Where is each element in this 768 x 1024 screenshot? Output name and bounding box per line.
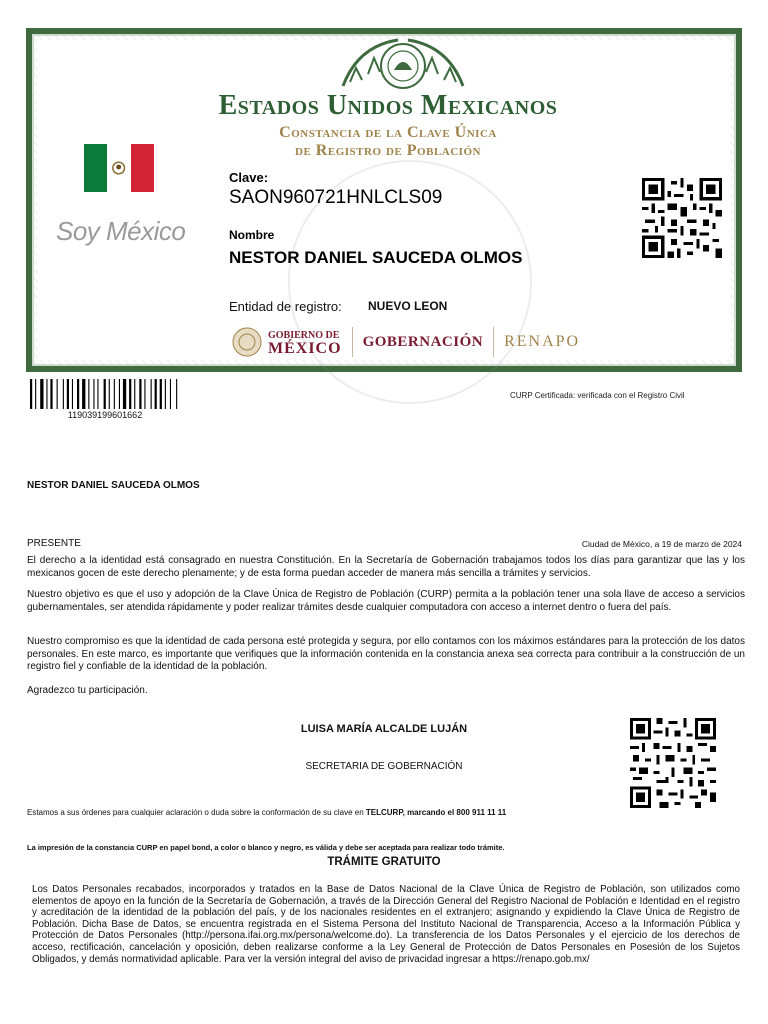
letter-date: Ciudad de México, a 19 de marzo de 2024 <box>581 539 742 549</box>
barcode-bar <box>97 379 98 409</box>
barcode-bar <box>72 379 73 409</box>
clave-label: Clave: <box>229 170 269 185</box>
contact-text: Estamos a sus órdenes para cualquier aclaración o duda sobre la conformación de su clave en <box>27 808 366 817</box>
certificate-title: Estados Unidos Mexicanos <box>218 90 558 121</box>
telcurp-phone: TELCURP, marcando el 800 911 11 11 <box>365 808 507 817</box>
barcode-bar <box>155 379 157 409</box>
barcode-bar <box>40 379 43 409</box>
entidad-label: Entidad de registro: <box>229 299 342 314</box>
barcode-bar <box>104 379 106 409</box>
certificate-subtitle-line2: de Registro de Población <box>295 142 481 159</box>
barcode-bar <box>109 379 110 409</box>
entidad-value: NUEVO LEON <box>368 299 448 313</box>
tramite-gratuito-heading: TRÁMITE GRATUITO <box>327 856 441 868</box>
barcode-bar <box>129 379 131 409</box>
document-qr-code <box>630 718 716 808</box>
barcode-bar <box>77 379 79 409</box>
mexico-flag-icon <box>84 144 154 192</box>
contact-info <box>27 808 506 817</box>
barcode-bar <box>63 379 64 409</box>
barcode-bar <box>119 379 120 409</box>
gobierno-logo-line2: MÉXICO <box>268 340 342 357</box>
curp-certificate-card <box>26 28 742 372</box>
certificate-inner-frame <box>32 34 736 366</box>
renapo-logo <box>504 333 580 351</box>
barcode-bar <box>88 379 89 409</box>
paragraph-3: Nuestro compromiso es que la identidad de cada persona esté protegida y segura, por ello contamos con los máximos estándares para la protección de los datos personales. En este marco, es importante que verifiques que la información contenida en la constancia anexa sea correcta para contribuir a la construcción de un registro fiel y confiable de la identidad de la población. <box>27 636 745 672</box>
barcode <box>30 379 180 409</box>
barcode-bar <box>160 379 162 409</box>
privacy-notice: Los Datos Personales recabados, incorporados y tratados en la Base de Datos Nacional de la Clave Única de Registro de Población, son utilizados como elementos de apoyo en la función de la Secretaría de Gobernación, a través de la Dirección General del Registro Nacional de Población e Identidad en el registro y acreditación de la identidad de la población del país, y de los nacionales residentes en el extranjero; asignando y expidiendo la Clave Única de Registro de Población. Dicha Base de Datos, se encuentra registrada en el Sistema Persona del Instituto Nacional de Transparencia, Acceso a la Información Pública y Protección de Datos Personales (http://persona.ifai.org.mx/persona/welcome.do). La transferencia de los Datos Personales y el ejercicio de los derechos de acceso, rectificación, cancelación y oposición, deben realizarse conforme a la Ley General de Protección de Datos Personales en Posesión de los Sujetos Obligados, y demás normatividad aplicable. Para ver la versión integral del aviso de privacidad ingresar a https://renapo.gob.mx/ <box>32 884 740 965</box>
gobierno-logo-line1: GOBIERNO DE <box>268 330 340 341</box>
gobierno-de-mexico-logo <box>268 329 342 355</box>
signer-name: LUISA MARÍA ALCALDE LUJÁN <box>300 723 468 735</box>
barcode-bar <box>123 379 126 409</box>
soy-mexico-brand: Soy México <box>56 216 186 246</box>
barcode-bar <box>170 379 171 409</box>
barcode-bar <box>134 379 135 409</box>
paragraph-4: Agradezco tu participación. <box>27 685 148 696</box>
barcode-bar <box>93 379 94 409</box>
barcode-bar <box>139 379 141 409</box>
barcode-bar <box>151 379 152 409</box>
gobernacion-logo-text: GOBERNACIÓN <box>362 333 484 350</box>
government-logos <box>232 324 580 360</box>
barcode-number: 119039199601662 <box>67 410 143 420</box>
barcode-bar <box>82 379 85 409</box>
barcode-bar <box>46 379 47 409</box>
certificate-qr-code <box>642 178 722 258</box>
barcode-bar <box>67 379 69 409</box>
paragraph-2: Nuestro objetivo es que el uso y adopción de la Clave Única de Registro de Población (CURP) permita a la población tener una sola llave de acceso a servicios gubernamentales, ser atendida rápidamente y poder realizar trámites desde cualquier computadora con acceso a internet dentro o fuera del país. <box>27 589 745 613</box>
nombre-label: Nombre <box>229 228 275 242</box>
logo-separator <box>352 327 353 357</box>
barcode-bar <box>50 379 52 409</box>
barcode-bar <box>30 379 32 409</box>
coat-of-arms-emblem <box>338 36 468 92</box>
gobernacion-logo <box>363 334 484 351</box>
barcode-bar <box>144 379 145 409</box>
legal-validity-note: La impresión de la constancia CURP en papel bond, a color o blanco y negro, es válida y debe ser aceptada para realizar todo trámite. <box>27 843 505 852</box>
paragraph-1: El derecho a la identidad está consagrado en nuestra Constitución. En la Secretaría de Gobernación trabajamos todos los días para garantizar que las y los mexicanos gocen de este derecho plenamente; y de esta forma puedan acceder de manera más sencilla a trámites y servicios. <box>27 555 745 579</box>
renapo-logo-text: RENAPO <box>504 333 581 350</box>
barcode-bar <box>57 379 58 409</box>
nombre-value: NESTOR DANIEL SAUCEDA OLMOS <box>229 248 523 267</box>
gobierno-seal-icon <box>232 327 262 357</box>
clave-value: SAON960721HNLCLS09 <box>229 187 443 208</box>
presente-label: PRESENTE <box>27 538 81 549</box>
barcode-bar <box>176 379 177 409</box>
barcode-bar <box>165 379 166 409</box>
certificate-body <box>38 40 730 360</box>
certificate-subtitle-line1: Constancia de la Clave Única <box>279 124 497 141</box>
signer-role: SECRETARIA DE GOBERNACIÓN <box>305 761 463 772</box>
certification-note: CURP Certificada: verificada con el Registro Civil <box>510 391 685 400</box>
barcode-bar <box>114 379 115 409</box>
recipient-name: NESTOR DANIEL SAUCEDA OLMOS <box>27 480 200 491</box>
logo-separator <box>493 327 494 357</box>
barcode-bar <box>35 379 36 409</box>
